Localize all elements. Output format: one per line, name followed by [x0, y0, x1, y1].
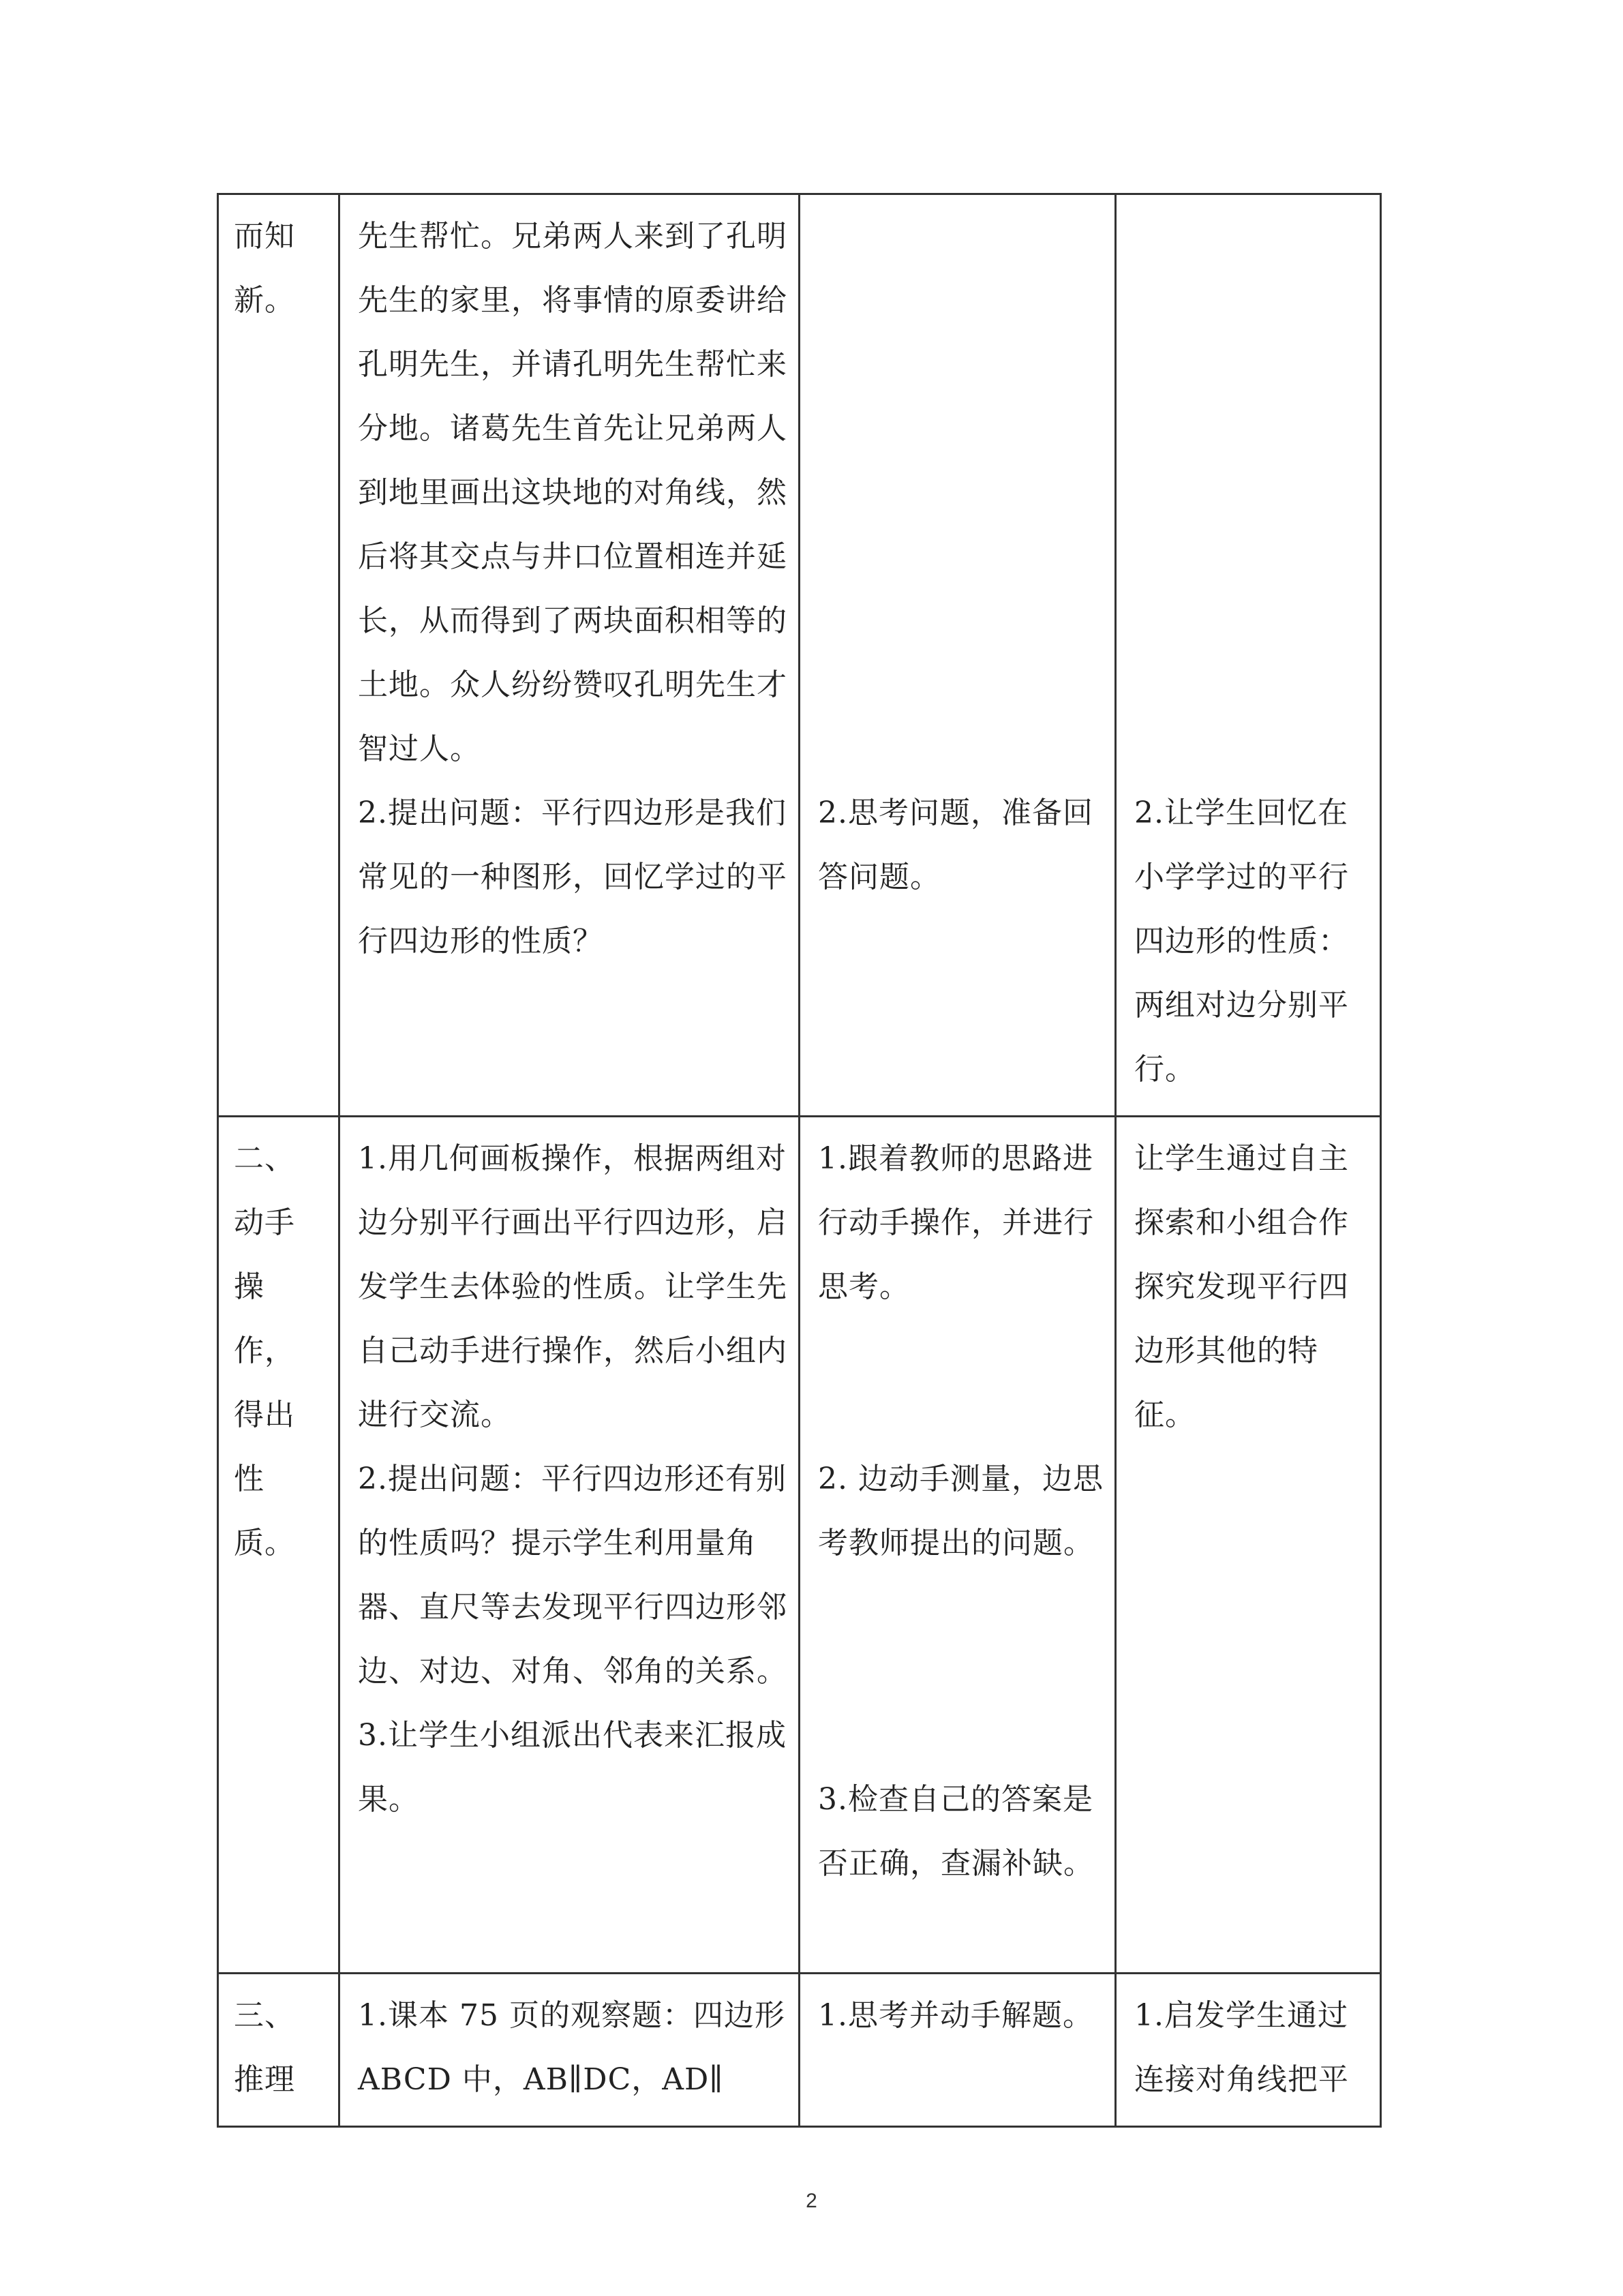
table-row — [218, 1117, 1381, 1974]
student-paragraph: 2.思考问题，准备回答问题。 — [818, 796, 1093, 894]
student-activity-cell — [800, 1974, 1116, 2127]
design-intent-cell — [1116, 1974, 1381, 2127]
student-paragraph: 2. 边动手测量，边思考教师提出的问题。 — [818, 1462, 1104, 1560]
spacer — [818, 205, 1104, 781]
student-paragraph: 1.跟着教师的思路进行动手操作，并进行思考。 — [818, 1141, 1094, 1304]
teacher-paragraph: 2.提出问题：平行四边形是我们常见的一种图形，回忆学过的平行四边形的性质？ — [358, 796, 787, 958]
page-number: 2 — [806, 2190, 817, 2212]
teacher-paragraph: 2.提出问题：平行四边形还有别的性质吗？提示学生利用量角器、直尺等去发现平行四边形邻边、对边、对角、邻角的关系。 — [358, 1462, 787, 1689]
intent-paragraph: 让学生通过自主探索和小组合作探究发现平行四边形其他的特征。 — [1134, 1141, 1349, 1432]
spacer — [1134, 205, 1369, 781]
stage-text: 二、动手操作，得出性质。 — [234, 1141, 295, 1560]
teacher-activity-cell — [339, 194, 800, 1117]
teacher-activity-cell — [339, 1974, 800, 2127]
teacher-activity-cell — [339, 1117, 800, 1974]
stage-text: 三、推理 — [234, 1998, 295, 2097]
teacher-paragraph: 3.让学生小组派出代表来汇报成果。 — [358, 1718, 787, 1817]
stage-cell — [218, 1974, 339, 2127]
intent-paragraph: 2.让学生回忆在小学学过的平行四边形的性质：两组对边分别平行。 — [1134, 796, 1349, 1087]
stage-cell — [218, 194, 339, 1117]
teacher-paragraph: 1.课本 75 页的观察题：四边形 ABCD 中，AB∥DC，AD∥ — [358, 1998, 785, 2097]
design-intent-cell — [1116, 1117, 1381, 1974]
lesson-plan-table — [217, 193, 1382, 2128]
stage-text: 而知新。 — [234, 219, 295, 318]
student-activity-cell — [800, 194, 1116, 1117]
stage-cell — [218, 1117, 339, 1974]
intent-paragraph: 1.启发学生通过连接对角线把平 — [1134, 1998, 1349, 2097]
teacher-paragraph: 先生帮忙。兄弟两人来到了孔明先生的家里，将事情的原委讲给孔明先生，并请孔明先生帮忙来分地。诸葛先生首先让兄弟两人到地里画出这块地的对角线，然后将其交点与井口位置相连并延长，从而得到了两块面积相等的土地。众人纷纷赞叹孔明先生才智过人。 — [358, 219, 787, 766]
design-intent-cell — [1116, 194, 1381, 1117]
student-activity-cell — [800, 1117, 1116, 1974]
teacher-paragraph: 1.用几何画板操作，根据两组对边分别平行画出平行四边形，启发学生去体验的性质。让学生先自己动手进行操作，然后小组内进行交流。 — [358, 1141, 787, 1432]
student-paragraph: 1.思考并动手解题。 — [818, 1998, 1093, 2033]
table-row — [218, 1974, 1381, 2127]
table-row — [218, 194, 1381, 1117]
student-paragraph: 3.检查自己的答案是否正确，查漏补缺。 — [818, 1782, 1094, 1881]
